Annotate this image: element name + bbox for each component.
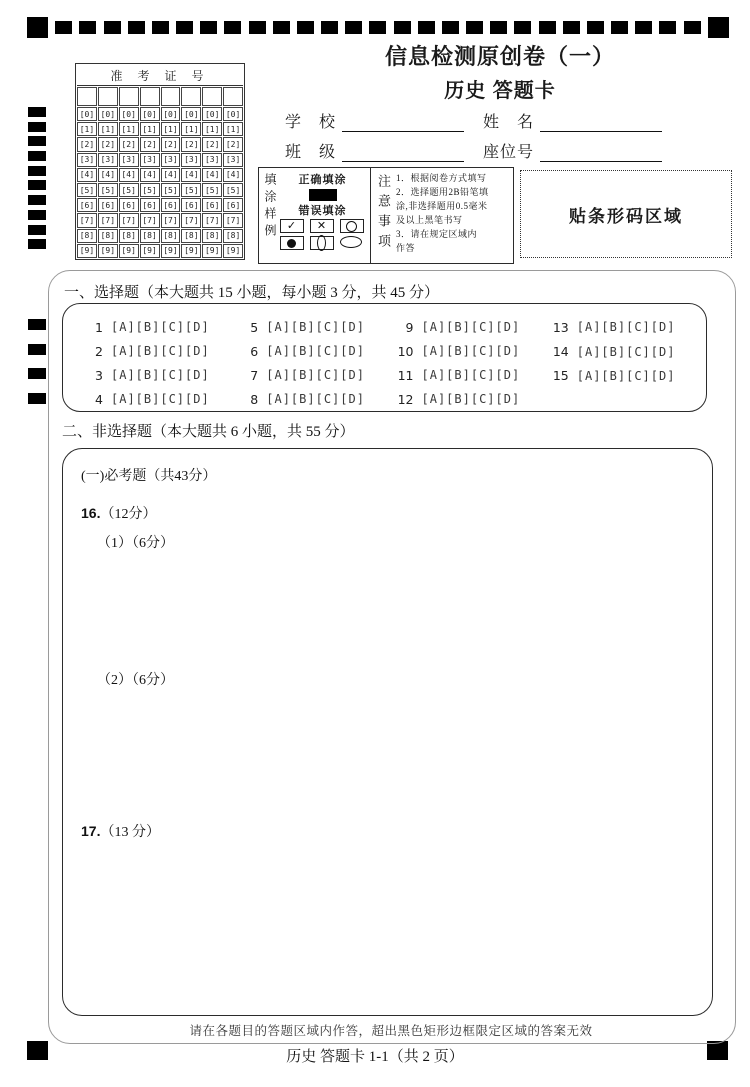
admission-digit-bubble-9[interactable]: [9] (181, 244, 201, 258)
timing-mark (152, 21, 169, 34)
admission-digit-bubble-4[interactable]: [4] (161, 168, 181, 182)
essay-answer-box[interactable] (62, 448, 713, 1016)
admission-digit-bubble-8[interactable]: [8] (161, 229, 181, 243)
admission-digit-bubble-3[interactable]: [3] (223, 153, 243, 167)
essay-section-heading: 二、非选择题（本大题共 6 小题，共 55 分） (62, 424, 355, 440)
timing-mark (273, 21, 290, 34)
choice-q4[interactable] (85, 387, 240, 411)
fill-sample-and-notice-box (258, 167, 514, 264)
admission-digit-bubble-7[interactable]: [7] (98, 213, 118, 227)
fill-sample-demo (277, 171, 368, 260)
admission-digit-bubble-9[interactable]: [9] (223, 244, 243, 258)
admission-digit-bubble-9[interactable]: [9] (77, 244, 97, 258)
seat-input-line[interactable] (540, 143, 662, 162)
admission-digit-bubble-8[interactable]: [8] (119, 229, 139, 243)
seat-label: 座位号 (483, 144, 535, 161)
admission-digit-bubble-4[interactable]: [4] (119, 168, 139, 182)
circle-symbol-icon (340, 219, 364, 233)
admission-digit-bubble-1[interactable]: [1] (181, 122, 201, 136)
choice-question-number: 3 (95, 367, 103, 383)
timing-mark (28, 136, 46, 146)
timing-mark (345, 21, 362, 34)
admission-digit-bubble-6[interactable]: [6] (77, 198, 97, 212)
choice-question-number: 10 (397, 343, 414, 359)
admission-digit-bubble-4[interactable]: [4] (140, 168, 160, 182)
timing-mark (490, 21, 507, 34)
timing-mark (659, 21, 676, 34)
timing-mark (55, 21, 72, 34)
timing-mark (79, 21, 96, 34)
choice-q13[interactable] (551, 315, 706, 339)
choice-q10[interactable] (396, 339, 551, 363)
wide-oval-symbol-icon (340, 236, 362, 248)
choice-q11[interactable] (396, 363, 551, 387)
question-17-label (81, 821, 160, 841)
notice-line: 2．选择题用2B铅笔填 (396, 186, 489, 197)
school-field (285, 109, 464, 132)
timing-mark (28, 393, 46, 404)
correct-fill-swatch (309, 189, 337, 201)
choice-option-bubbles[interactable]: [A][B][C][D] (266, 368, 365, 382)
timing-mark (394, 21, 411, 34)
top-timing-marks (27, 16, 729, 38)
notice-line: 涂,非选择题用0.5毫米 (396, 200, 488, 211)
admission-digit-bubble-6[interactable]: [6] (202, 198, 222, 212)
dot-symbol-icon (280, 236, 304, 250)
left-timing-marks-choices (28, 319, 46, 404)
admission-write-cell[interactable] (140, 87, 160, 106)
admission-write-cell[interactable] (77, 87, 97, 106)
admission-write-cell[interactable] (161, 87, 181, 106)
admission-digit-bubble-6[interactable]: [6] (119, 198, 139, 212)
choice-option-bubbles[interactable]: [A][B][C][D] (421, 320, 521, 334)
name-label: 姓 名 (483, 114, 535, 131)
admission-digit-bubble-4[interactable]: [4] (98, 168, 118, 182)
choice-option-bubbles[interactable]: [A][B][C][D] (111, 320, 210, 334)
choice-column (240, 315, 395, 411)
admission-digit-bubble-8[interactable]: [8] (140, 229, 160, 243)
choice-section-heading: 一、选择题（本大题共 15 小题，每小题 3 分，共 45 分） (64, 285, 440, 301)
admission-digit-bubble-7[interactable]: [7] (181, 213, 201, 227)
admission-digit-bubble-8[interactable]: [8] (77, 229, 97, 243)
admission-digit-bubble-9[interactable]: [9] (202, 244, 222, 258)
notice-line: 3．请在规定区域内 (396, 228, 478, 239)
left-timing-marks-admission (28, 107, 46, 249)
admission-digit-bubble-5[interactable]: [5] (140, 183, 160, 197)
admission-digit-bubble-5[interactable]: [5] (181, 183, 201, 197)
page-subtitle: 历史 答题卡 (444, 80, 556, 102)
timing-mark (104, 21, 121, 34)
wrong-fill-label: 错误填涂 (298, 205, 347, 217)
admission-digit-bubble-7[interactable]: [7] (119, 213, 139, 227)
admission-write-cell[interactable] (223, 87, 243, 106)
admission-digit-bubble-2[interactable]: [2] (223, 137, 243, 151)
notice-line: 及以上黑笔书写 (396, 214, 463, 225)
timing-mark (28, 122, 46, 132)
barcode-zone-label: 贴条形码区域 (569, 206, 683, 226)
name-input-line[interactable] (540, 113, 662, 132)
choice-question-number: 6 (250, 343, 259, 359)
admission-digit-bubble-0[interactable]: [0] (161, 107, 181, 121)
school-input-line[interactable] (342, 113, 464, 132)
choice-question-number: 2 (95, 343, 103, 359)
admission-digit-bubble-8[interactable]: [8] (202, 229, 222, 243)
admission-digit-bubble-7[interactable]: [7] (77, 213, 97, 227)
tall-oval-symbol-icon (310, 236, 334, 250)
admission-digit-bubble-4[interactable]: [4] (223, 168, 243, 182)
admission-digit-bubble-2[interactable]: [2] (202, 137, 222, 151)
timing-mark (369, 21, 386, 34)
page-footer: 历史 答题卡 1-1（共 2 页） (286, 1049, 464, 1065)
question-16-label (81, 503, 156, 523)
timing-mark (28, 319, 46, 330)
choice-option-bubbles[interactable]: [A][B][C][D] (111, 368, 210, 382)
admission-digit-bubble-1[interactable]: [1] (161, 122, 181, 136)
wrong-fill-symbols (280, 219, 366, 251)
admission-digit-bubble-0[interactable]: [0] (119, 107, 139, 121)
admission-digit-bubble-8[interactable]: [8] (223, 229, 243, 243)
choice-question-number: 4 (95, 391, 103, 407)
choice-q6[interactable] (240, 339, 395, 363)
choice-option-bubbles[interactable]: [A][B][C][D] (111, 392, 210, 406)
choice-question-number: 9 (405, 319, 414, 335)
choice-question-number: 5 (250, 319, 259, 335)
notice-panel (370, 168, 513, 263)
timing-mark (297, 21, 314, 34)
admission-digit-bubble-1[interactable]: [1] (140, 122, 160, 136)
class-label: 班 级 (285, 144, 337, 161)
choice-option-bubbles[interactable]: [A][B][C][D] (576, 368, 676, 383)
timing-mark (684, 21, 701, 34)
question-17-score: （13 分） (100, 825, 160, 840)
notice-line: 作答 (396, 242, 416, 253)
notice-side-label: 注意事项 (376, 174, 391, 254)
choice-q7[interactable] (240, 363, 395, 387)
admission-digit-bubble-0[interactable]: [0] (77, 107, 97, 121)
timing-mark (27, 17, 48, 38)
choice-q5[interactable] (240, 315, 395, 339)
choice-question-number: 8 (250, 391, 259, 407)
admission-digit-bubble-0[interactable]: [0] (181, 107, 201, 121)
admission-digit-bubble-3[interactable]: [3] (98, 153, 118, 167)
choice-question-number: 7 (250, 367, 259, 383)
admission-digit-bubble-3[interactable]: [3] (161, 153, 181, 167)
admission-digit-bubble-3[interactable]: [3] (119, 153, 139, 167)
check-symbol-icon: ✓ (280, 219, 304, 233)
admission-digit-bubble-1[interactable]: [1] (77, 122, 97, 136)
seat-field (483, 139, 662, 162)
admission-digit-bubble-2[interactable]: [2] (161, 137, 181, 151)
choice-option-bubbles[interactable]: [A][B][C][D] (266, 344, 365, 358)
timing-mark (418, 21, 435, 34)
admission-digit-bubble-1[interactable]: [1] (223, 122, 243, 136)
timing-mark (611, 21, 628, 34)
wide-oval-shape (340, 236, 362, 248)
required-questions-subheading: (一)必考题（共43分） (81, 469, 217, 484)
choice-option-bubbles[interactable]: [A][B][C][D] (421, 368, 521, 382)
choice-q14[interactable] (551, 339, 706, 363)
admission-digit-bubble-4[interactable]: [4] (181, 168, 201, 182)
question-16-score: （12分） (100, 507, 157, 522)
admission-digit-bubble-2[interactable]: [2] (77, 137, 97, 151)
admission-digit-bubble-4[interactable]: [4] (202, 168, 222, 182)
admission-digit-bubble-8[interactable]: [8] (181, 229, 201, 243)
timing-mark (514, 21, 531, 34)
choice-question-number: 12 (397, 391, 414, 407)
admission-digit-bubble-3[interactable]: [3] (140, 153, 160, 167)
school-label: 学 校 (285, 114, 337, 131)
barcode-zone (520, 170, 732, 258)
admission-digit-bubble-0[interactable]: [0] (202, 107, 222, 121)
timing-mark (563, 21, 580, 34)
timing-mark (587, 21, 604, 34)
admission-digit-bubble-9[interactable]: [9] (119, 244, 139, 258)
timing-mark (128, 21, 145, 34)
admission-digit-bubble-1[interactable]: [1] (98, 122, 118, 136)
admission-digit-bubble-3[interactable]: [3] (77, 153, 97, 167)
notice-lines (396, 172, 489, 261)
fill-sample-side-label: 填涂样例 (263, 173, 277, 241)
tall-oval-shape (317, 235, 326, 251)
choice-option-bubbles[interactable]: [A][B][C][D] (576, 320, 676, 335)
admission-digit-bubble-9[interactable]: [9] (140, 244, 160, 258)
choice-question-number: 13 (552, 319, 569, 335)
choice-q8[interactable] (240, 387, 395, 411)
admission-digit-bubble-1[interactable]: [1] (119, 122, 139, 136)
admission-digit-bubble-9[interactable]: [9] (161, 244, 181, 258)
admission-digit-bubble-2[interactable]: [2] (181, 137, 201, 151)
admission-grid-body (77, 87, 243, 258)
admission-digit-bubble-0[interactable]: [0] (98, 107, 118, 121)
choice-bubble-box (62, 303, 707, 412)
choice-option-bubbles[interactable]: [A][B][C][D] (266, 392, 365, 406)
timing-mark (249, 21, 266, 34)
timing-mark (28, 107, 46, 117)
class-input-line[interactable] (342, 143, 464, 162)
admission-digit-bubble-3[interactable]: [3] (202, 153, 222, 167)
page-title: 信息检测原创卷（一） (384, 44, 615, 69)
dot-shape (287, 239, 296, 248)
timing-mark (28, 166, 46, 176)
admission-digit-bubble-4[interactable]: [4] (77, 168, 97, 182)
timing-mark (176, 21, 193, 34)
timing-mark (28, 239, 46, 249)
timing-mark (442, 21, 459, 34)
circle-shape (346, 221, 357, 232)
question-16-number: 16. (81, 505, 101, 521)
class-field (285, 139, 464, 162)
timing-mark (28, 180, 46, 190)
admission-digit-bubble-7[interactable]: [7] (140, 213, 160, 227)
timing-mark (200, 21, 217, 34)
choice-column (551, 315, 706, 411)
choice-option-bubbles[interactable]: [A][B][C][D] (111, 344, 210, 358)
question-17-number: 17. (81, 823, 101, 839)
admission-write-cell[interactable] (119, 87, 139, 106)
admission-digit-bubble-3[interactable]: [3] (181, 153, 201, 167)
timing-mark (466, 21, 483, 34)
admission-digit-bubble-2[interactable]: [2] (98, 137, 118, 151)
timing-mark (708, 17, 729, 38)
timing-mark (28, 225, 46, 235)
admission-digit-bubble-5[interactable]: [5] (119, 183, 139, 197)
choice-q2[interactable] (85, 339, 240, 363)
admission-digit-bubble-9[interactable]: [9] (98, 244, 118, 258)
admission-write-cell[interactable] (98, 87, 118, 106)
admission-digit-bubble-6[interactable]: [6] (140, 198, 160, 212)
choice-column (85, 315, 240, 411)
timing-mark (635, 21, 652, 34)
timing-mark (224, 21, 241, 34)
timing-mark (28, 195, 46, 205)
admission-digit-bubble-0[interactable]: [0] (223, 107, 243, 121)
admission-digit-bubble-6[interactable]: [6] (181, 198, 201, 212)
choice-option-bubbles[interactable]: [A][B][C][D] (266, 320, 365, 334)
choice-q12[interactable] (396, 387, 551, 411)
timing-mark (28, 344, 46, 355)
bottom-warning-note: 请在各题目的答题区域内作答，超出黑色矩形边框限定区域的答案无效 (189, 1024, 593, 1038)
admission-digit-bubble-6[interactable]: [6] (98, 198, 118, 212)
admission-digit-bubble-2[interactable]: [2] (119, 137, 139, 151)
name-field (483, 109, 662, 132)
cross-symbol-icon: ✕ (310, 219, 334, 233)
question-16-part1-label: （1）（6分） (97, 536, 174, 551)
admission-number-grid[interactable] (75, 63, 245, 260)
choice-question-number: 11 (397, 367, 414, 383)
timing-mark (28, 151, 46, 161)
admission-digit-bubble-1[interactable]: [1] (202, 122, 222, 136)
admission-digit-bubble-5[interactable]: [5] (98, 183, 118, 197)
choice-q3[interactable] (85, 363, 240, 387)
admission-digit-bubble-7[interactable]: [7] (161, 213, 181, 227)
admission-digit-bubble-8[interactable]: [8] (98, 229, 118, 243)
choice-option-bubbles[interactable]: [A][B][C][D] (421, 392, 521, 406)
admission-digit-bubble-6[interactable]: [6] (161, 198, 181, 212)
admission-grid-title: 准 考 证 号 (77, 65, 243, 86)
fill-sample-panel (259, 168, 370, 263)
timing-mark (28, 210, 46, 220)
choice-option-bubbles[interactable]: [A][B][C][D] (576, 344, 676, 359)
choice-option-bubbles[interactable]: [A][B][C][D] (421, 344, 521, 358)
timing-mark (28, 368, 46, 379)
choice-column (396, 315, 551, 411)
admission-digit-bubble-5[interactable]: [5] (161, 183, 181, 197)
choice-question-number: 15 (552, 368, 569, 384)
admission-digit-bubble-5[interactable]: [5] (223, 183, 243, 197)
admission-digit-bubble-5[interactable]: [5] (202, 183, 222, 197)
admission-digit-bubble-5[interactable]: [5] (77, 183, 97, 197)
admission-digit-bubble-6[interactable]: [6] (223, 198, 243, 212)
admission-digit-bubble-7[interactable]: [7] (223, 213, 243, 227)
choice-q1[interactable] (85, 315, 240, 339)
choice-question-number: 14 (552, 344, 569, 360)
admission-write-cell[interactable] (181, 87, 201, 106)
choice-q15[interactable] (551, 364, 706, 388)
choice-q9[interactable] (396, 315, 551, 339)
admission-digit-bubble-0[interactable]: [0] (140, 107, 160, 121)
timing-mark (321, 21, 338, 34)
admission-write-cell[interactable] (202, 87, 222, 106)
correct-fill-label: 正确填涂 (298, 174, 347, 186)
timing-mark (539, 21, 556, 34)
question-16-part2-label: （2）（6分） (97, 673, 174, 688)
notice-line: 1．根据阅卷方式填写 (396, 173, 487, 183)
admission-digit-bubble-7[interactable]: [7] (202, 213, 222, 227)
admission-digit-bubble-2[interactable]: [2] (140, 137, 160, 151)
choice-question-number: 1 (95, 319, 103, 335)
